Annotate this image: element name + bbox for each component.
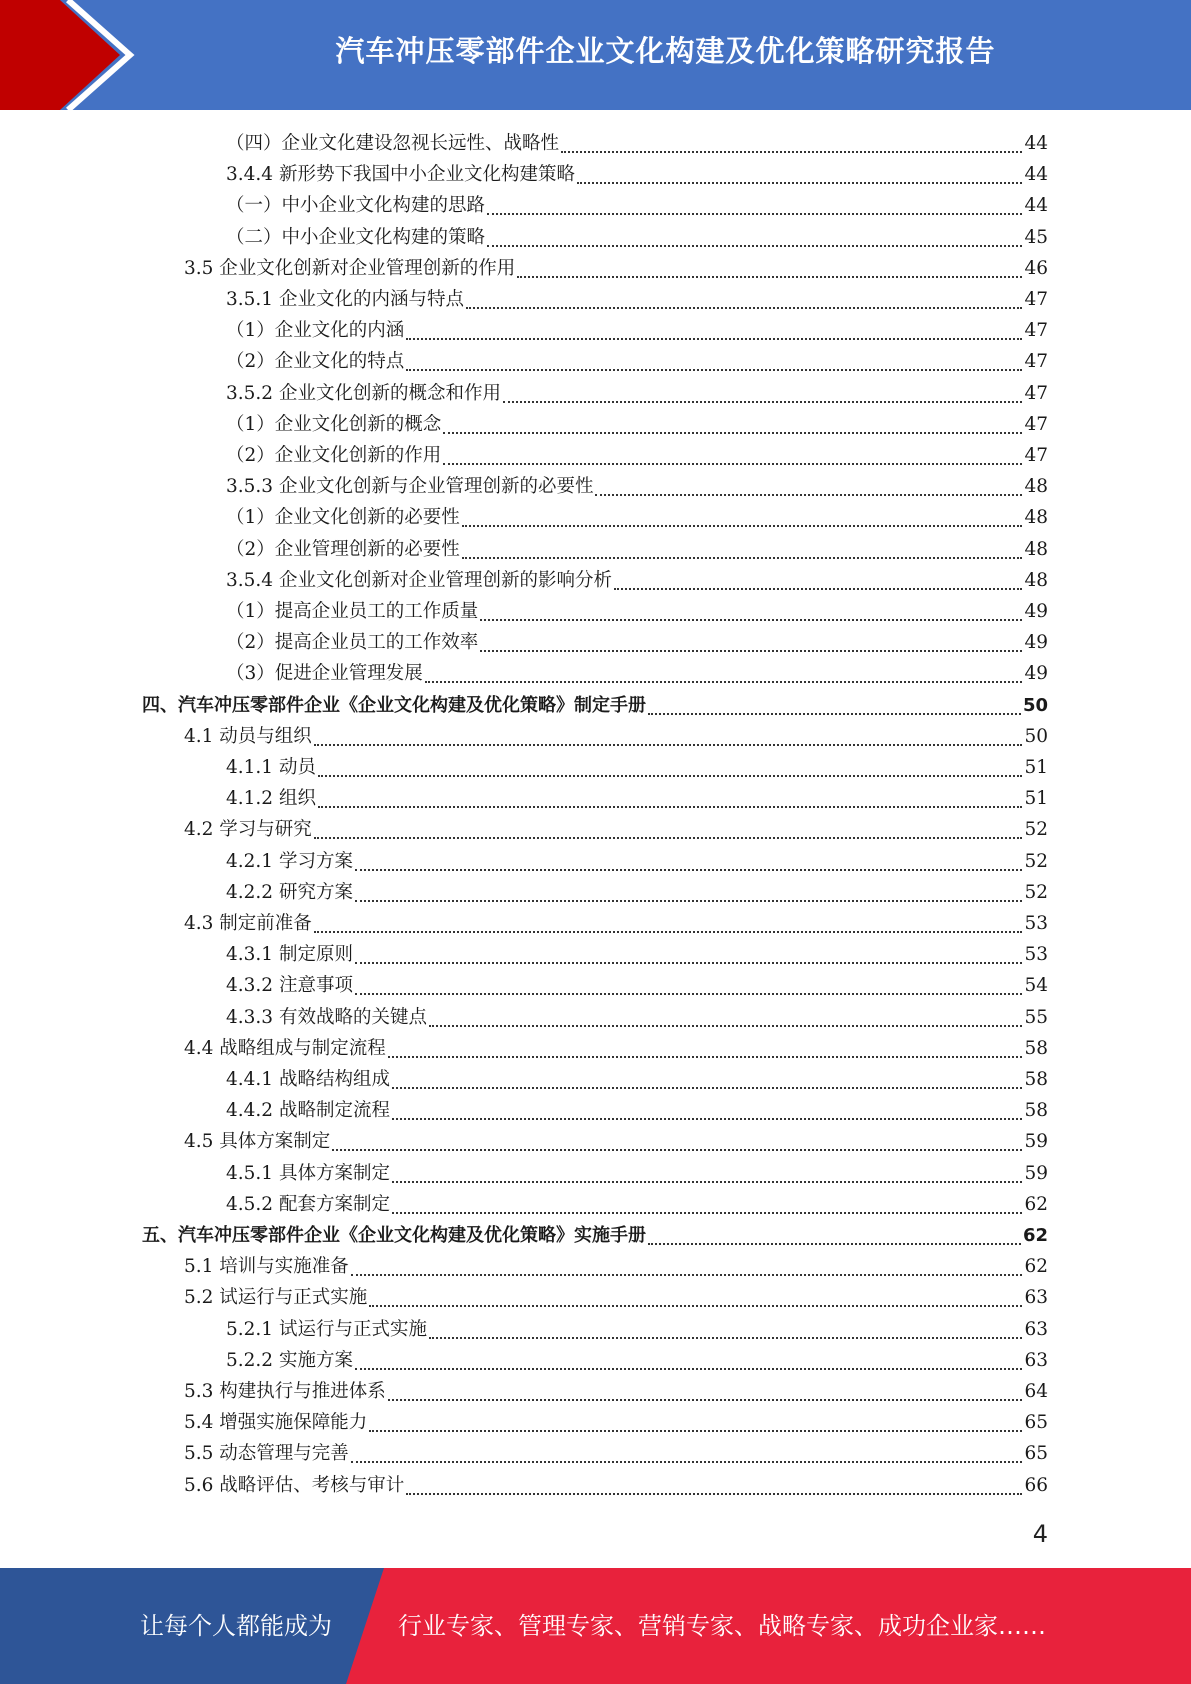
toc-entry-page: 47 xyxy=(1024,413,1048,435)
toc-entry[interactable] xyxy=(226,128,1048,159)
toc-dot-leader xyxy=(392,1203,1022,1214)
toc-entry-title: 5.2.1 试运行与正式实施 xyxy=(226,1318,427,1340)
toc-entry-title: 3.5.3 企业文化创新与企业管理创新的必要性 xyxy=(226,476,594,498)
toc-entry-title: （3）促进企业管理发展 xyxy=(226,663,423,685)
toc-entry-title: 五、汽车冲压零部件企业《企业文化构建及优化策略》实施手册 xyxy=(142,1225,646,1246)
toc-entry-page: 48 xyxy=(1024,476,1048,498)
toc-entry-title: （2）企业管理创新的必要性 xyxy=(226,538,460,560)
toc-entry-title: 4.2.1 学习方案 xyxy=(226,850,353,872)
toc-dot-leader xyxy=(429,1016,1022,1027)
toc-entry[interactable] xyxy=(226,222,1048,253)
toc-entry-page: 52 xyxy=(1024,819,1048,841)
toc-entry-title: （1）企业文化创新的概念 xyxy=(226,413,442,435)
toc-dot-leader xyxy=(614,579,1022,590)
toc-entry[interactable] xyxy=(226,471,1048,502)
toc-entry[interactable] xyxy=(226,378,1048,409)
toc-entry-title: （1）提高企业员工的工作质量 xyxy=(226,601,479,622)
toc-entry-page: 48 xyxy=(1024,569,1048,591)
toc-entry[interactable] xyxy=(226,534,1048,565)
toc-dot-leader xyxy=(314,922,1023,933)
toc-entry-page: 65 xyxy=(1024,1443,1048,1465)
toc-entry-page: 52 xyxy=(1024,850,1048,872)
toc-entry[interactable] xyxy=(226,627,1048,658)
toc-entry-title: 3.5.4 企业文化创新对企业管理创新的影响分析 xyxy=(226,569,612,591)
toc-entry-title: 4.2 学习与研究 xyxy=(184,819,312,841)
toc-entry-page: 47 xyxy=(1024,351,1048,373)
toc-entry-page: 58 xyxy=(1024,1069,1048,1090)
toc-entry[interactable] xyxy=(226,346,1048,377)
toc-entry[interactable] xyxy=(184,1251,1048,1282)
toc-entry-title: 5.2 试运行与正式实施 xyxy=(184,1287,368,1309)
toc-entry[interactable] xyxy=(226,409,1048,440)
toc-entry-title: 4.5.1 具体方案制定 xyxy=(226,1162,390,1184)
toc-entry[interactable] xyxy=(226,1095,1048,1126)
toc-entry-page: 58 xyxy=(1024,1100,1048,1122)
toc-entry-title: 5.3 构建执行与推进体系 xyxy=(184,1381,386,1402)
toc-dot-leader xyxy=(355,891,1023,902)
toc-entry-page: 46 xyxy=(1024,257,1048,279)
toc-entry-page: 51 xyxy=(1024,757,1048,778)
toc-entry[interactable] xyxy=(226,658,1048,689)
toc-entry-title: 4.1.2 组织 xyxy=(226,788,316,810)
toc-entry-title: 4.5 具体方案制定 xyxy=(184,1131,331,1153)
toc-entry-title: 4.4.2 战略制定流程 xyxy=(226,1100,390,1122)
toc-dot-leader xyxy=(595,485,1022,496)
toc-entry-title: 3.5.1 企业文化的内涵与特点 xyxy=(226,289,464,310)
toc-entry-title: 4.4 战略组成与制定流程 xyxy=(184,1037,386,1059)
toc-entry-page: 66 xyxy=(1024,1474,1048,1496)
toc-entry[interactable] xyxy=(226,752,1048,783)
page-footer xyxy=(0,1568,1191,1684)
toc-dot-leader xyxy=(503,392,1022,403)
toc-dot-leader xyxy=(487,204,1022,215)
toc-entry[interactable] xyxy=(184,1376,1048,1407)
toc-entry-title: 4.3.1 制定原则 xyxy=(226,944,353,966)
footer-slogan-right: 行业专家、管理专家、营销专家、战略专家、成功企业家…… xyxy=(398,1612,1046,1640)
toc-entry-page: 52 xyxy=(1024,881,1048,903)
toc-entry-page: 59 xyxy=(1024,1162,1048,1184)
toc-entry[interactable] xyxy=(226,159,1048,190)
toc-entry-page: 48 xyxy=(1024,538,1048,560)
toc-entry-title: 3.5 企业文化创新对企业管理创新的作用 xyxy=(184,257,516,279)
toc-entry[interactable] xyxy=(226,970,1048,1001)
toc-entry-title: （1）企业文化的内涵 xyxy=(226,320,405,342)
toc-dot-leader xyxy=(487,236,1022,247)
toc-dot-leader xyxy=(561,142,1022,153)
toc-entry-page: 62 xyxy=(1024,1256,1048,1278)
toc-entry-title: （四）企业文化建设忽视长远性、战略性 xyxy=(226,133,560,154)
toc-entry[interactable] xyxy=(184,253,1048,284)
toc-dot-leader xyxy=(369,1296,1022,1307)
toc-entry-title: （一）中小企业文化构建的思路 xyxy=(226,195,486,217)
toc-entry[interactable] xyxy=(226,1158,1048,1189)
toc-entry-title: 5.4 增强实施保障能力 xyxy=(184,1412,368,1434)
toc-dot-leader xyxy=(355,1359,1023,1370)
toc-entry[interactable] xyxy=(226,939,1048,970)
toc-entry-page: 49 xyxy=(1024,601,1048,622)
toc-entry[interactable] xyxy=(226,877,1048,908)
toc-entry[interactable] xyxy=(184,721,1048,752)
toc-entry-page: 47 xyxy=(1024,445,1048,466)
toc-entry-page: 64 xyxy=(1024,1381,1048,1402)
toc-entry-title: 4.2.2 研究方案 xyxy=(226,881,353,903)
toc-entry-page: 53 xyxy=(1024,913,1048,934)
toc-entry-page: 59 xyxy=(1024,1131,1048,1153)
toc-entry[interactable] xyxy=(226,1189,1048,1220)
toc-dot-leader xyxy=(406,1484,1022,1495)
toc-entry-page: 44 xyxy=(1024,195,1048,217)
toc-entry-title: （1）企业文化创新的必要性 xyxy=(226,507,460,529)
toc-entry[interactable] xyxy=(226,846,1048,877)
toc-entry-title: 4.1 动员与组织 xyxy=(184,725,312,747)
toc-dot-leader xyxy=(355,953,1023,964)
toc-entry-title: 3.4.4 新形势下我国中小企业文化构建策略 xyxy=(226,164,575,186)
toc-dot-leader xyxy=(480,610,1022,621)
toc-entry[interactable] xyxy=(184,1470,1048,1501)
toc-entry-page: 50 xyxy=(1022,694,1048,716)
toc-dot-leader xyxy=(462,516,1023,527)
toc-entry-page: 62 xyxy=(1024,1193,1048,1215)
toc-entry-page: 63 xyxy=(1024,1287,1048,1309)
toc-dot-leader xyxy=(466,298,1022,309)
toc-entry[interactable] xyxy=(142,1220,1048,1251)
toc-entry[interactable] xyxy=(142,690,1048,721)
toc-entry-page: 49 xyxy=(1024,632,1048,654)
toc-entry-page: 63 xyxy=(1024,1349,1048,1371)
toc-dot-leader xyxy=(443,454,1022,465)
toc-entry-title: 5.2.2 实施方案 xyxy=(226,1349,353,1371)
toc-dot-leader xyxy=(314,828,1023,839)
toc-entry-title: 4.3.2 注意事项 xyxy=(226,975,353,997)
toc-entry-page: 47 xyxy=(1024,289,1048,310)
toc-dot-leader xyxy=(443,423,1022,434)
header-arrow-decoration xyxy=(0,0,190,110)
toc-entry-title: （2）企业文化的特点 xyxy=(226,351,405,373)
toc-dot-leader xyxy=(429,1328,1022,1339)
toc-entry-page: 65 xyxy=(1024,1412,1048,1434)
report-title: 汽车冲压零部件企业文化构建及优化策略研究报告 xyxy=(335,34,996,68)
toc-dot-leader xyxy=(355,984,1023,995)
toc-entry-page: 53 xyxy=(1024,944,1048,966)
toc-entry[interactable] xyxy=(226,1002,1048,1033)
toc-entry-title: 4.5.2 配套方案制定 xyxy=(226,1193,390,1215)
toc-entry-page: 45 xyxy=(1024,226,1048,248)
toc-entry-page: 51 xyxy=(1024,788,1048,810)
toc-entry-page: 47 xyxy=(1024,382,1048,404)
toc-entry[interactable] xyxy=(184,1282,1048,1313)
toc-entry-page: 62 xyxy=(1022,1225,1048,1246)
toc-dot-leader xyxy=(369,1421,1022,1432)
toc-entry[interactable] xyxy=(226,1345,1048,1376)
toc-entry[interactable] xyxy=(226,596,1048,627)
toc-dot-leader xyxy=(392,1078,1022,1089)
toc-entry-title: （2）企业文化创新的作用 xyxy=(226,445,442,466)
toc-entry[interactable] xyxy=(226,315,1048,346)
toc-dot-leader xyxy=(406,360,1022,371)
toc-dot-leader xyxy=(314,735,1023,746)
toc-entry-title: 4.3 制定前准备 xyxy=(184,913,312,934)
toc-dot-leader xyxy=(388,1047,1023,1058)
toc-entry-title: （2）提高企业员工的工作效率 xyxy=(226,632,479,654)
toc-entry[interactable] xyxy=(226,502,1048,533)
toc-entry-title: 四、汽车冲压零部件企业《企业文化构建及优化策略》制定手册 xyxy=(142,694,646,716)
toc-entry[interactable] xyxy=(184,1033,1048,1064)
toc-entry-page: 58 xyxy=(1024,1037,1048,1059)
toc-entry[interactable] xyxy=(184,908,1048,939)
toc-dot-leader xyxy=(480,641,1022,652)
toc-dot-leader xyxy=(462,548,1023,559)
toc-entry-title: 3.5.2 企业文化创新的概念和作用 xyxy=(226,382,501,404)
toc-entry-page: 54 xyxy=(1024,975,1048,997)
toc-dot-leader xyxy=(388,1390,1023,1401)
toc-dot-leader xyxy=(517,267,1022,278)
toc-dot-leader xyxy=(648,704,1021,715)
toc-entry-title: 4.4.1 战略结构组成 xyxy=(226,1069,390,1090)
toc-dot-leader xyxy=(577,173,1022,184)
toc-entry[interactable] xyxy=(226,1064,1048,1095)
toc-entry[interactable] xyxy=(226,190,1048,221)
toc-entry-page: 55 xyxy=(1024,1006,1048,1028)
page-number: 4 xyxy=(1032,1520,1048,1548)
toc-dot-leader xyxy=(351,1265,1023,1276)
toc-entry-page: 63 xyxy=(1024,1318,1048,1340)
toc-dot-leader xyxy=(406,329,1022,340)
toc-entry[interactable] xyxy=(184,1438,1048,1469)
page-header xyxy=(0,0,1191,110)
footer-slogan-left: 让每个人都能成为 xyxy=(140,1612,332,1640)
toc-dot-leader xyxy=(355,860,1023,871)
toc-dot-leader xyxy=(351,1452,1023,1463)
toc-entry[interactable] xyxy=(226,1314,1048,1345)
toc-dot-leader xyxy=(318,766,1023,777)
toc-entry-page: 44 xyxy=(1024,164,1048,186)
toc-entry-title: 4.1.1 动员 xyxy=(226,757,316,778)
toc-entry-title: 5.5 动态管理与完善 xyxy=(184,1443,349,1465)
toc-dot-leader xyxy=(392,1109,1022,1120)
toc-entry-title: 5.6 战略评估、考核与审计 xyxy=(184,1474,405,1496)
toc-entry-page: 44 xyxy=(1024,133,1048,154)
toc-entry-page: 48 xyxy=(1024,507,1048,529)
toc-dot-leader xyxy=(648,1234,1021,1245)
toc-entry[interactable] xyxy=(226,440,1048,471)
toc-dot-leader xyxy=(392,1172,1022,1183)
toc-entry-title: 5.1 培训与实施准备 xyxy=(184,1256,349,1278)
toc-entry[interactable] xyxy=(184,1126,1048,1157)
toc-dot-leader xyxy=(425,672,1023,683)
toc-entry-page: 49 xyxy=(1024,663,1048,685)
toc-entry-title: （二）中小企业文化构建的策略 xyxy=(226,226,486,248)
toc-entry[interactable] xyxy=(226,284,1048,315)
toc-entry-page: 47 xyxy=(1024,320,1048,342)
toc-dot-leader xyxy=(318,797,1023,808)
toc-entry[interactable] xyxy=(184,814,1048,845)
toc-entry-title: 4.3.3 有效战略的关键点 xyxy=(226,1006,427,1028)
toc-entry[interactable] xyxy=(184,1407,1048,1438)
toc-entry[interactable] xyxy=(226,565,1048,596)
toc-entry[interactable] xyxy=(226,783,1048,814)
toc-entry-page: 50 xyxy=(1024,725,1048,747)
toc-dot-leader xyxy=(332,1140,1022,1151)
